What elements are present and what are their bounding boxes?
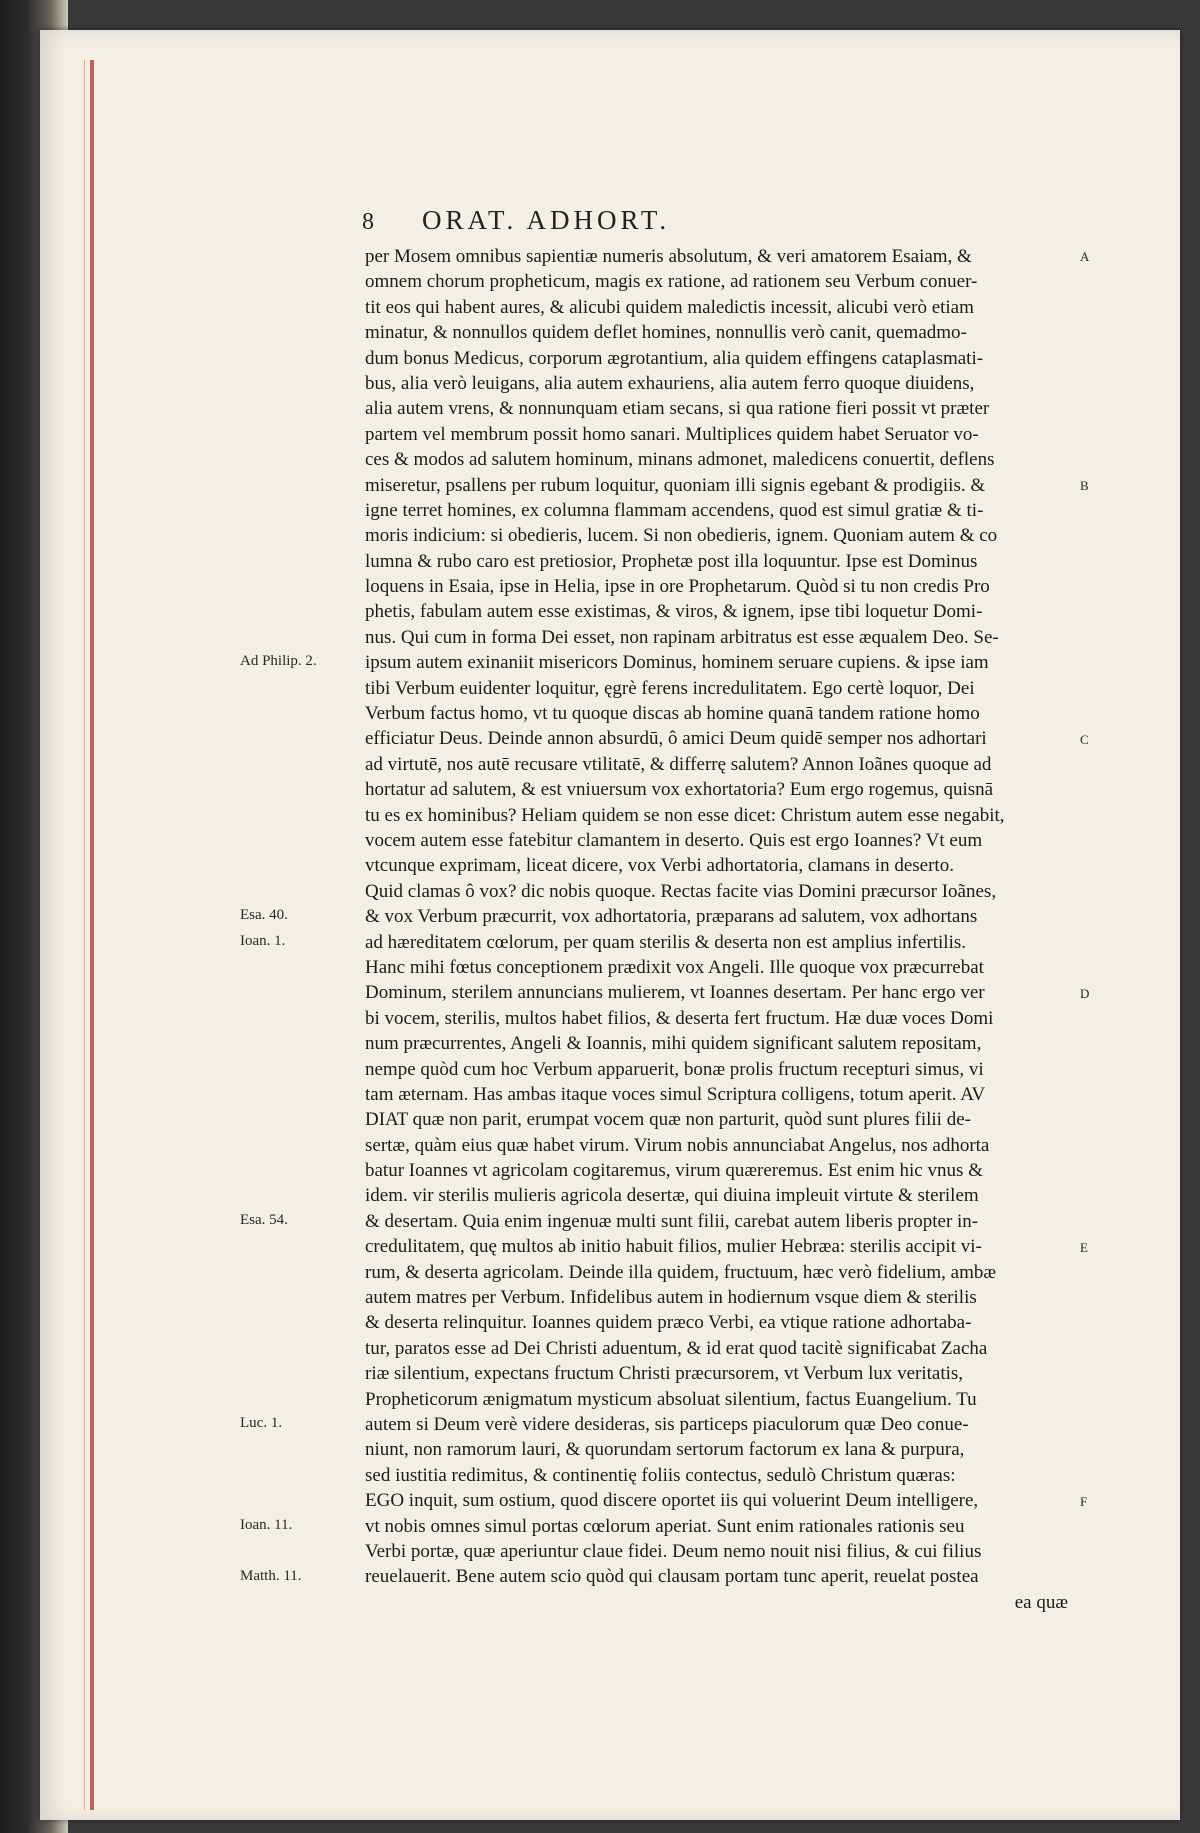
text-line: tu es ex hominibus? Heliam quidem se non esse dicet: Christum autem esse negabit,: [365, 804, 1005, 826]
marginal-note: Luc. 1.: [240, 1415, 283, 1432]
text-line: dum bonus Medicus, corporum ægrotantium, alia quidem effingens cataplasmati-: [365, 347, 984, 369]
text-line: sed iustitia redimitus, & continentię foliis contectus, sedulò Christum quæras:: [365, 1464, 956, 1486]
catchword: ea quæ: [1014, 1591, 1068, 1613]
text-line: bus, alia verò leuigans, alia autem exhauriens, alia autem ferro quoque diuidens,: [365, 372, 975, 394]
text-line: omnem chorum propheticum, magis ex ratione, ad rationem seu Verbum conuer-: [365, 271, 978, 293]
text-line: vt nobis omnes simul portas cœlorum aperiat. Sunt enim rationales rationis seu: [365, 1515, 965, 1537]
text-line: credulitatem, quę multos ab initio habuit filios, mulier Hebræa: sterilis accipit vi-: [365, 1236, 982, 1258]
marginal-note: Esa. 40.: [240, 907, 288, 924]
text-line: vocem autem esse fatebitur clamantem in deserto. Quis est ergo Ioannes? Vt eum: [365, 829, 983, 851]
text-line: niunt, non ramorum lauri, & quorundam sertorum factorum ex lana & purpura,: [365, 1439, 965, 1461]
text-line: hortatur ad salutem, & est vniuersum vox exhortatoria? Eum ergo rogemus, quisnā: [365, 779, 994, 801]
text-line: minatur, & nonnullos quidem deflet homines, nonnullis verò canit, quemadmo-: [365, 322, 967, 344]
text-line: nempe quòd cum hoc Verbum apparuerit, bonæ prolis fructum recepturi simus, vi: [365, 1058, 984, 1080]
text-line: rum, & deserta agricolam. Deinde illa quidem, fructuum, hæc verò fidelium, ambæ: [365, 1261, 997, 1283]
text-line: tibi Verbum euidenter loquitur, ęgrè ferens incredulitatem. Ego certè loquor, Dei: [365, 677, 975, 699]
text-line: reuelauerit. Bene autem scio quòd qui clausam portam tunc aperit, reuelat postea: [365, 1566, 979, 1588]
text-line: per Mosem omnibus sapientiæ numeris absolutum, & veri amatorem Esaiam, &: [365, 246, 972, 267]
text-line: Quid clamas ô vox? dic nobis quoque. Rectas facite vias Domini præcursor Ioãnes,: [365, 880, 997, 902]
section-letter: B: [1080, 477, 1089, 493]
text-line: ad hæreditatem cœlorum, per quam sterilis & deserta non est amplius infertilis.: [365, 931, 966, 953]
text-line: ces & modos ad salutem hominum, minans admonet, maledicens conuertit, deflens: [365, 449, 995, 471]
text-line: Verbum factus homo, vt tu quoque discas ab homine quanā tandem ratione homo: [365, 703, 980, 725]
marginal-note: Ioan. 1.: [240, 932, 286, 949]
section-letter: C: [1080, 731, 1089, 747]
text-line: alia autem vrens, & nonnunquam etiam secans, si qua ratione fieri possit vt præter: [365, 398, 990, 420]
text-line: Propheticorum ænigmatum mysticum absoluat silentium, factus Euangelium. Tu: [365, 1388, 977, 1410]
section-letter: A: [1080, 249, 1090, 264]
text-line: & vox Verbum præcurrit, vox adhortatoria, præparans ad salutem, vox adhortans: [365, 906, 978, 928]
text-line: efficiatur Deus. Deinde annon absurdū, ô amici Deum quidē semper nos adhortari: [365, 728, 987, 750]
text-line: Dominum, sterilem annuncians mulierem, vt Ioannes desertam. Per hanc ergo ver: [365, 982, 985, 1004]
text-line: phetis, fabulam autem esse existimas, & viros, & ignem, ipse tibi loquetur Domi-: [365, 601, 983, 623]
text-line: autem matres per Verbum. Infidelibus autem in hodiernum vsque diem & sterilis: [365, 1287, 977, 1309]
text-line: num præcurrentes, Angeli & Ioannis, mihi quidem significant salutem repositam,: [365, 1033, 982, 1055]
text-line: nus. Qui cum in forma Dei esset, non rapinam arbitratus est esse æqualem Deo. Se-: [365, 626, 999, 648]
text-line: ad virtutē, nos autē recusare vtilitatē, & differrę salutem? Annon Ioãnes quoque ad: [365, 753, 992, 775]
text-line: riæ silentium, expectans fructum Christi præcursorem, vt Verbum lux veritatis,: [365, 1363, 964, 1385]
section-letter: F: [1080, 1493, 1088, 1509]
text-line: EGO inquit, sum ostium, quod discere oportet iis qui voluerint Deum intelligere,: [365, 1490, 979, 1512]
text-line: moris indicium: si obedieris, lucem. Si non obedieris, ignem. Quoniam autem & co: [365, 525, 998, 547]
text-line: vtcunque exprimam, liceat dicere, vox Verbi adhortatoria, clamans in deserto.: [365, 855, 954, 877]
text-line: tur, paratos esse ad Dei Christi aduentum, & id erat quod tacitè significabat Zacha: [365, 1337, 988, 1359]
text-line: Verbi portæ, quæ aperiuntur claue fidei. Deum nemo nouit nisi filius, & cui filius: [365, 1540, 982, 1562]
text-line: Hanc mihi fœtus conceptionem prædixit vox Angeli. Ille quoque vox præcurrebat: [365, 956, 984, 978]
margin-rule-red: [90, 60, 94, 1810]
text-line: batur Ioannes vt agricolam cogitaremus, virum quæreremus. Est enim hic vnus &: [365, 1160, 983, 1182]
text-line: igne terret homines, ex columna flammam accendens, quod est simul gratiæ & ti-: [365, 499, 984, 521]
text-line: bi vocem, sterilis, multos habet filios, & deserta fert fructum. Hæ duæ voces Domi: [365, 1007, 994, 1029]
section-letter: E: [1080, 1239, 1088, 1255]
main-text-block: [365, 244, 1080, 1615]
text-line: loquens in Esaia, ipse in Helia, ipse in ore Prophetarum. Quòd si tu non credis Pro: [365, 576, 990, 598]
text-line: lumna & rubo caro est pretiosior, Prophetæ post illa loquuntur. Ipse est Dominus: [365, 550, 978, 572]
page-title: ORAT. ADHORT.: [422, 205, 671, 235]
text-line: ipsum autem exinaniit misericors Dominus, hominem seruare cupiens. & ipse iam: [365, 652, 989, 674]
text-line: idem. vir sterilis mulieris agricola desertæ, qui diuina impleuit virtute & sterilem: [365, 1185, 979, 1207]
text-line: & deserta relinquitur. Ioannes quidem præco Verbi, ea vtique ratione adhortaba-: [365, 1312, 972, 1334]
marginal-note: Esa. 54.: [240, 1212, 288, 1229]
marginal-note: Ad Philip. 2.: [240, 653, 317, 670]
text-line: sertæ, quàm eius quæ habet virum. Virum nobis annunciabat Angelus, nos adhorta: [365, 1134, 990, 1156]
margin-rule-thin: [84, 60, 85, 1810]
marginal-note: Ioan. 11.: [240, 1517, 293, 1533]
running-head: [362, 205, 1062, 236]
section-letter: D: [1080, 985, 1090, 1001]
text-line: tam æternam. Has ambas itaque voces simul Scriptura colligens, totum aperit. AV: [365, 1083, 986, 1105]
text-line: miseretur, psallens per rubum loquitur, quoniam illi signis egebant & prodigiis. &: [365, 474, 986, 496]
text-line: DIAT quæ non parit, erumpat vocem quæ non parturit, quòd sunt plures filii de-: [365, 1109, 971, 1131]
text-line: & desertam. Quia enim ingenuæ multi sunt filii, carebat autem liberis propter in-: [365, 1210, 979, 1232]
text-line: autem si Deum verè videre desideras, sis particeps piaculorum quæ Deo conue-: [365, 1413, 969, 1435]
text-line: tit eos qui habent aures, & alicubi quidem maledictis incessit, alicubi verò etiam: [365, 296, 974, 318]
page-number: 8: [362, 209, 374, 235]
text-line: partem vel membrum possit homo sanari. Multiplices quidem habet Seruator vo-: [365, 423, 979, 445]
marginal-note: Matth. 11.: [240, 1567, 302, 1584]
